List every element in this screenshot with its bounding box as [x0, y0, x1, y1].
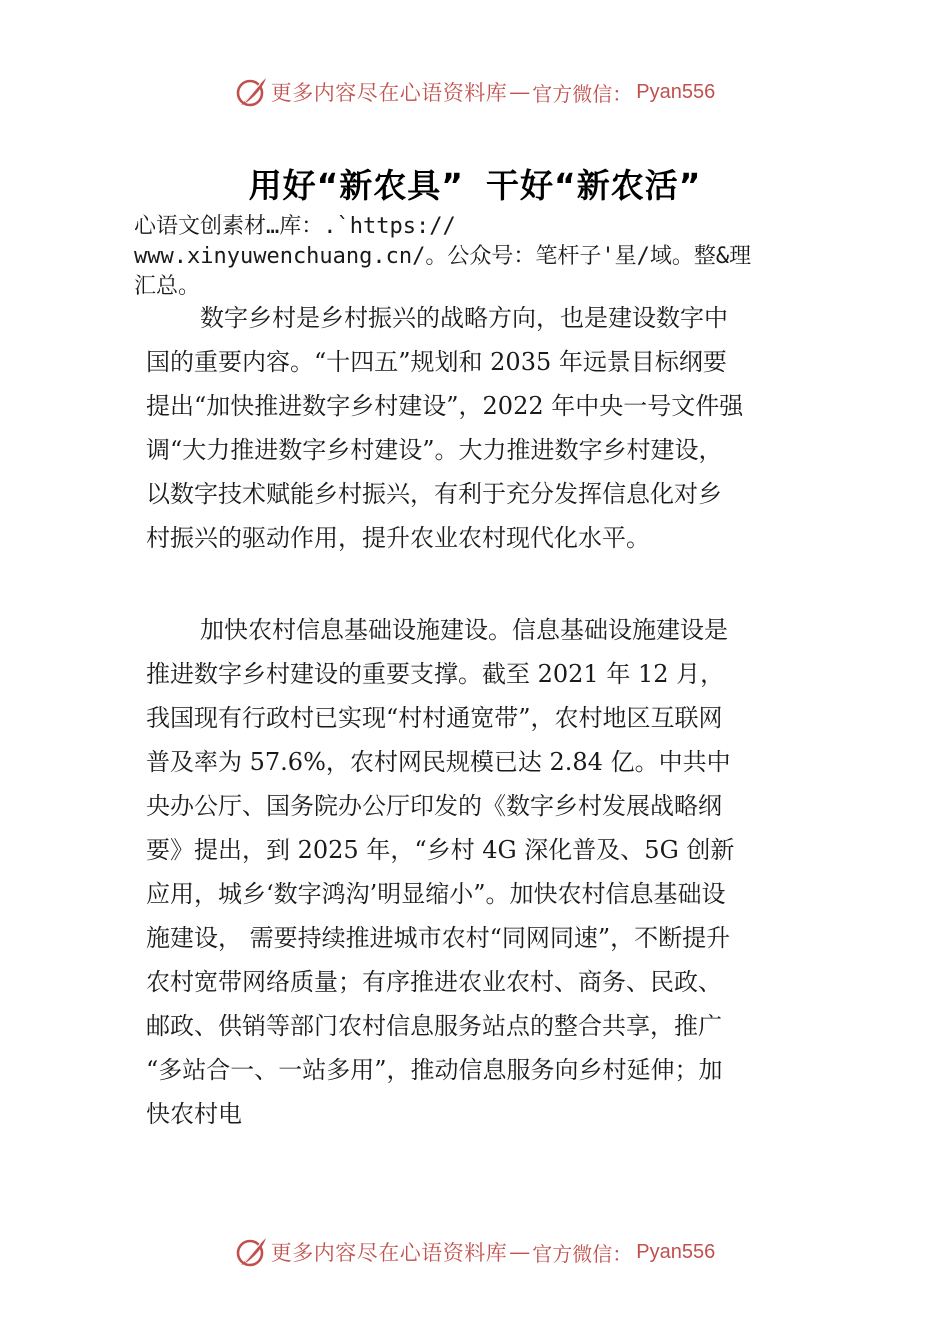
paragraph-line: 村振兴的驱动作用，提升农业农村现代化水平。 [146, 524, 650, 552]
paragraph-line: 加快农村信息基础设施建设。信息基础设施建设是 [200, 616, 728, 644]
paragraph-line: 应用，城乡‘数字鸿沟’明显缩小”。加快农村信息基础设 [146, 880, 726, 908]
source-line: 汇总。 [134, 274, 201, 299]
feather-pen-logo-icon [235, 75, 269, 109]
paragraph-line: 快农村电 [146, 1100, 242, 1128]
source-note [134, 212, 834, 302]
paragraph-2 [146, 608, 816, 1136]
paragraph-line: 普及率为 57.6%，农村网民规模已达 2.84 亿。中共中 [146, 748, 731, 776]
paragraph-line: 央办公厅、国务院办公厅印发的《数字乡村发展战略纲 [146, 792, 722, 820]
banner-text: 更多内容尽在心语资料库 [270, 1241, 508, 1265]
paragraph-line: “多站合一、一站多用”，推动信息服务向乡村延伸；加 [146, 1056, 723, 1084]
paragraph-line: 施建设， 需要持续推进城市农村“同网同速”，不断提升 [146, 924, 731, 952]
banner-separator: — [509, 80, 531, 104]
banner-text: 更多内容尽在心语资料库 [270, 81, 508, 105]
paragraph-line: 调“大力推进数字乡村建设”。大力推进数字乡村建设， [146, 436, 723, 464]
page-title [0, 160, 950, 207]
title-part-1: 用好“新农具” [248, 166, 464, 205]
paragraph-line: 以数字技术赋能乡村振兴，有利于充分发挥信息化对乡 [146, 480, 722, 508]
paragraph-line: 提出“加快推进数字乡村建设”，2022 年中央一号文件强 [146, 392, 744, 420]
source-line: www.xinyuwenchuang.cn/。公众号：笔杆子'星/域。整&理 [134, 244, 752, 269]
paragraph-line: 农村宽带网络质量；有序推进农业农村、商务、民政、 [146, 968, 722, 996]
header-banner [0, 72, 950, 112]
paragraph-line: 邮政、供销等部门农村信息服务站点的整合共享，推广 [146, 1012, 722, 1040]
paragraph-line: 我国现有行政村已实现“村村通宽带”，农村地区互联网 [146, 704, 723, 732]
banner-contact-label: 官方微信： [532, 81, 633, 106]
source-line: 心语文创素材…库：.`https:// [134, 214, 456, 239]
title-part-2: 干好“新农活” [486, 166, 702, 205]
banner-separator: — [509, 1240, 531, 1264]
banner-contact-id: Pyan556 [636, 1240, 716, 1263]
feather-pen-logo-icon [235, 1235, 269, 1269]
banner-contact-label: 官方微信： [532, 1241, 633, 1266]
paragraph-line: 数字乡村是乡村振兴的战略方向，也是建设数字中 [200, 304, 728, 332]
paragraph-1 [146, 296, 816, 560]
paragraph-line: 要》提出，到 2025 年，“乡村 4G 深化普及、5G 创新 [146, 836, 735, 864]
footer-banner [0, 1232, 950, 1272]
paragraph-line: 推进数字乡村建设的重要支撑。截至 2021 年 12 月， [146, 660, 725, 688]
banner-contact-id: Pyan556 [636, 80, 716, 103]
paragraph-line: 国的重要内容。“十四五”规划和 2035 年远景目标纲要 [146, 348, 727, 376]
